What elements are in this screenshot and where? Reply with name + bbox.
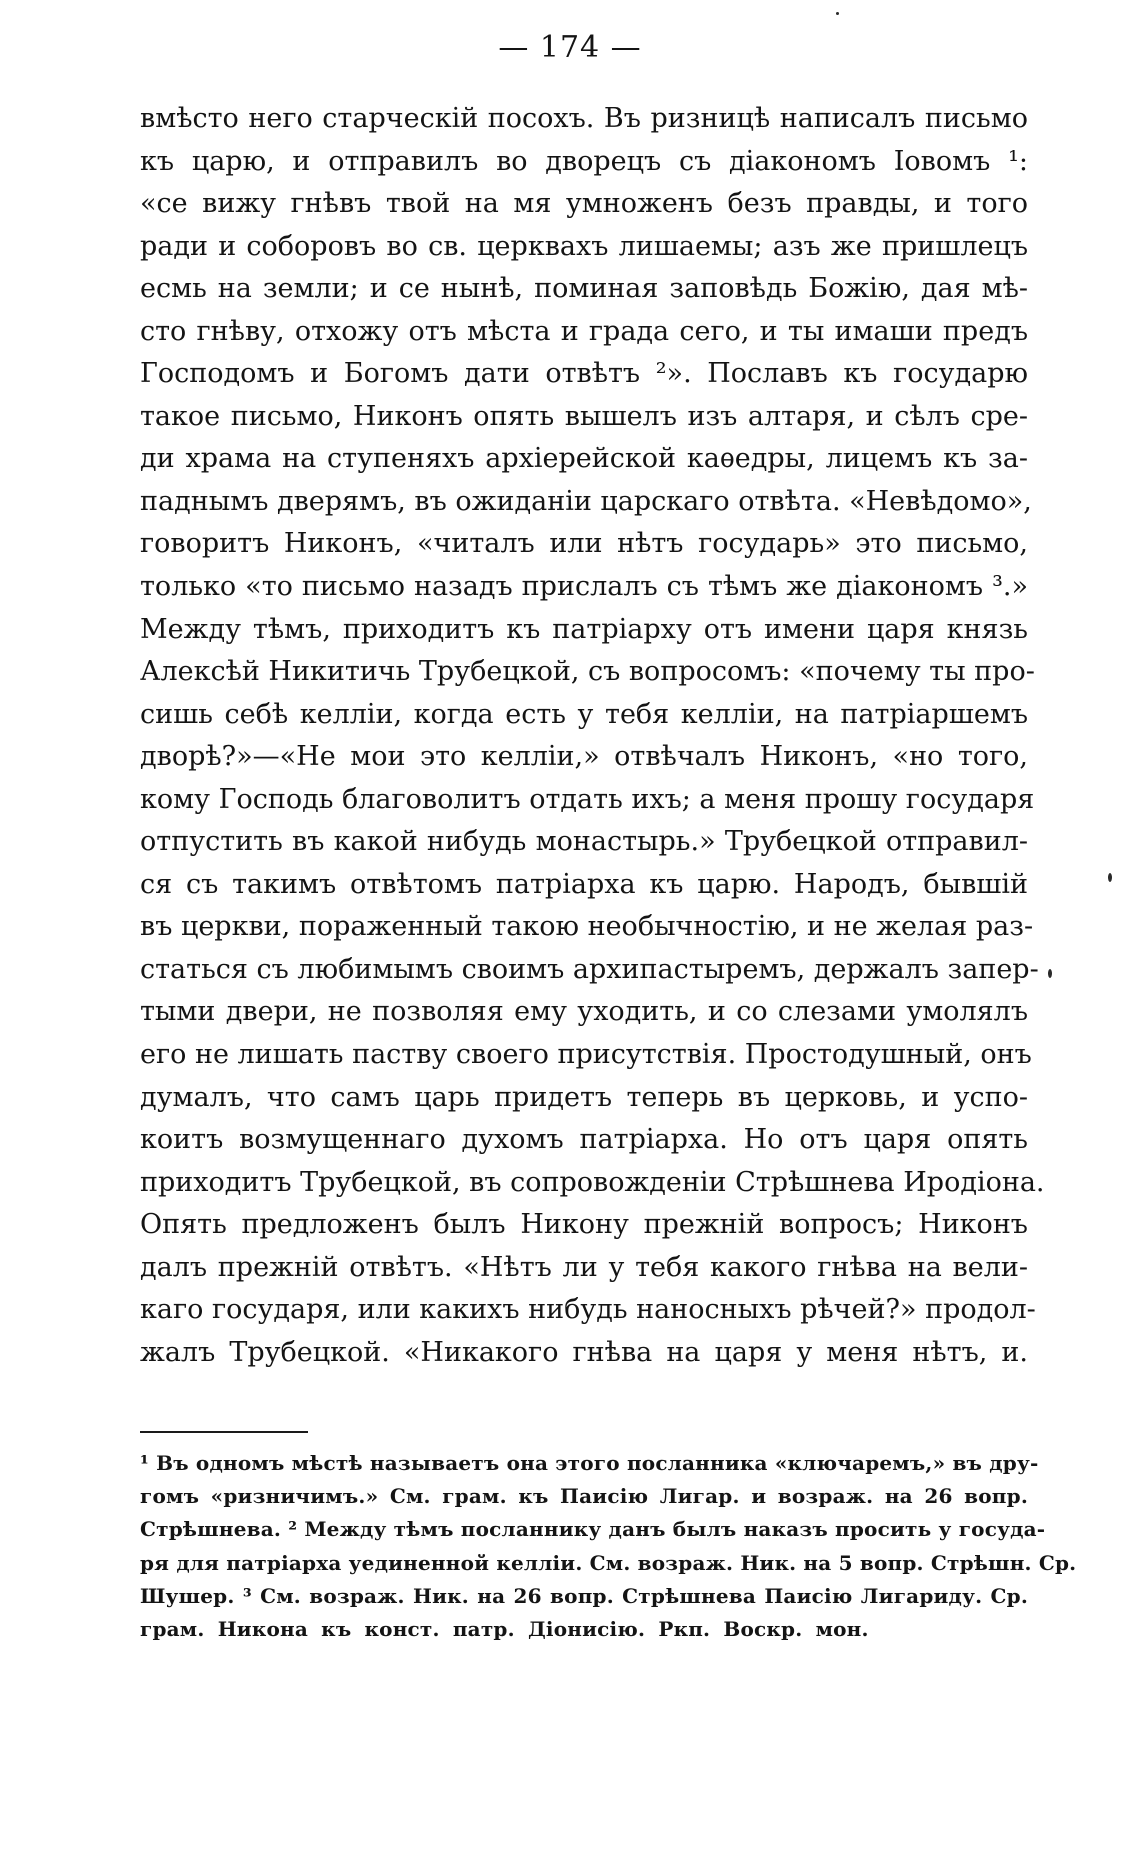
- text-line: есмь на земли; и се нынѣ, поминая заповѣдь Божію, дая мѣ-: [140, 273, 1028, 305]
- text-line: ся съ такимъ отвѣтомъ патріарха къ царю. Народъ, бывшій: [140, 868, 1028, 900]
- text-line: тыми двери, не позволяя ему уходить, и со слезами умолялъ: [140, 996, 1028, 1028]
- text-line: Между тѣмъ, приходитъ къ патріарху отъ имени царя князь: [140, 613, 1028, 645]
- scan-speck: [836, 12, 839, 15]
- text-line: коитъ возмущеннаго духомъ патріарха. Но отъ царя опять: [140, 1124, 1028, 1156]
- text-line: каго государя, или какихъ нибудь наносныхъ рѣчей?» продол-: [140, 1294, 1036, 1326]
- page-number: — 174 —: [498, 30, 642, 65]
- text-line: Опять предложенъ былъ Никону прежній вопросъ; Никонъ: [140, 1209, 1028, 1241]
- text-line: Господомъ и Богомъ дати отвѣтъ ²». Пославъ къ государю: [140, 358, 1028, 390]
- text-line: статься съ любимымъ своимъ архипастыремъ, держалъ запер-: [140, 953, 1039, 985]
- text-line: его не лишать паству своего присутствія. Простодушный, онъ: [140, 1039, 1032, 1071]
- text-line: сто гнѣву, отхожу отъ мѣста и града сего, и ты имаши предъ: [140, 315, 1028, 347]
- text-line: сишь себѣ келліи, когда есть у тебя келліи, на патріаршемъ: [140, 698, 1028, 730]
- text-line: ди храма на ступеняхъ архіерейской каѳедры, лицемъ къ за-: [140, 443, 1028, 475]
- scan-speck: [1108, 873, 1112, 882]
- text-line: говоритъ Никонъ, «читалъ или нѣтъ государь» это письмо,: [140, 528, 1028, 560]
- text-line: Алексѣй Никитичь Трубецкой, съ вопросомъ: «почему ты про-: [140, 656, 1035, 688]
- footnote-line: гомъ «ризничимъ.» См. грам. къ Паисію Лигар. и возраж. на 26 вопр.: [140, 1484, 1028, 1509]
- footnote-line: грам. Никона къ конст. патр. Діонисію. Ркп. Воскр. мон.: [140, 1616, 869, 1641]
- text-line: паднымъ дверямъ, въ ожиданіи царскаго отвѣта. «Невѣдомо»,: [140, 485, 1032, 517]
- text-line: къ царю, и отправилъ во дворецъ съ діакономъ Іовомъ ¹:: [140, 145, 1028, 177]
- text-line: далъ прежній отвѣтъ. «Нѣтъ ли у тебя какого гнѣва на вели-: [140, 1251, 1028, 1283]
- text-line: такое письмо, Никонъ опять вышелъ изъ алтаря, и сѣлъ сре-: [140, 400, 1028, 432]
- text-line: ради и соборовъ во св. церквахъ лишаемы; азъ же пришлецъ: [140, 230, 1028, 262]
- text-line: «се вижу гнѣвъ твой на мя умноженъ безъ правды, и того: [140, 188, 1028, 220]
- text-line: въ церкви, пораженный такою необычностію, и не желая раз-: [140, 911, 1034, 943]
- scan-speck: [1048, 969, 1052, 978]
- text-line: кому Господь благоволитъ отдать ихъ; а меня прошу государя: [140, 783, 1035, 815]
- text-line: приходитъ Трубецкой, въ сопровожденіи Стрѣшнева Иродіона.: [140, 1166, 1045, 1198]
- footnote-separator: [140, 1431, 308, 1433]
- text-line: вмѣсто него старческій посохъ. Въ ризницѣ написалъ письмо: [140, 103, 1028, 134]
- text-line: дворѣ?»—«Не мои это келліи,» отвѣчалъ Никонъ, «но того,: [140, 741, 1028, 773]
- text-line: отпустить въ какой нибудь монастырь.» Трубецкой отправил-: [140, 826, 1028, 858]
- footnotes: [140, 1447, 1077, 1646]
- body-text: [140, 98, 1045, 1374]
- text-line: думалъ, что самъ царь придетъ теперь въ церковь, и успо-: [140, 1081, 1028, 1113]
- footnote-line: Шушер. ³ См. возраж. Ник. на 26 вопр. Стрѣшнева Паисію Лигариду. Ср.: [140, 1583, 1028, 1608]
- footnote-line: ря для патріарха уединенной келліи. См. возраж. Ник. на 5 вопр. Стрѣшн. Ср.: [140, 1550, 1077, 1575]
- text-line: жалъ Трубецкой. «Никакого гнѣва на царя у меня нѣтъ, и.: [140, 1336, 1028, 1368]
- text-line: только «то письмо назадъ прислалъ съ тѣмъ же діакономъ ³.»: [140, 571, 1028, 603]
- footnote-line: Стрѣшнева. ² Между тѣмъ посланнику данъ былъ наказъ просить у госуда-: [140, 1517, 1046, 1542]
- footnote-line: ¹ Въ одномъ мѣстѣ называетъ она этого посланника «ключаремъ,» въ дру-: [140, 1451, 1039, 1475]
